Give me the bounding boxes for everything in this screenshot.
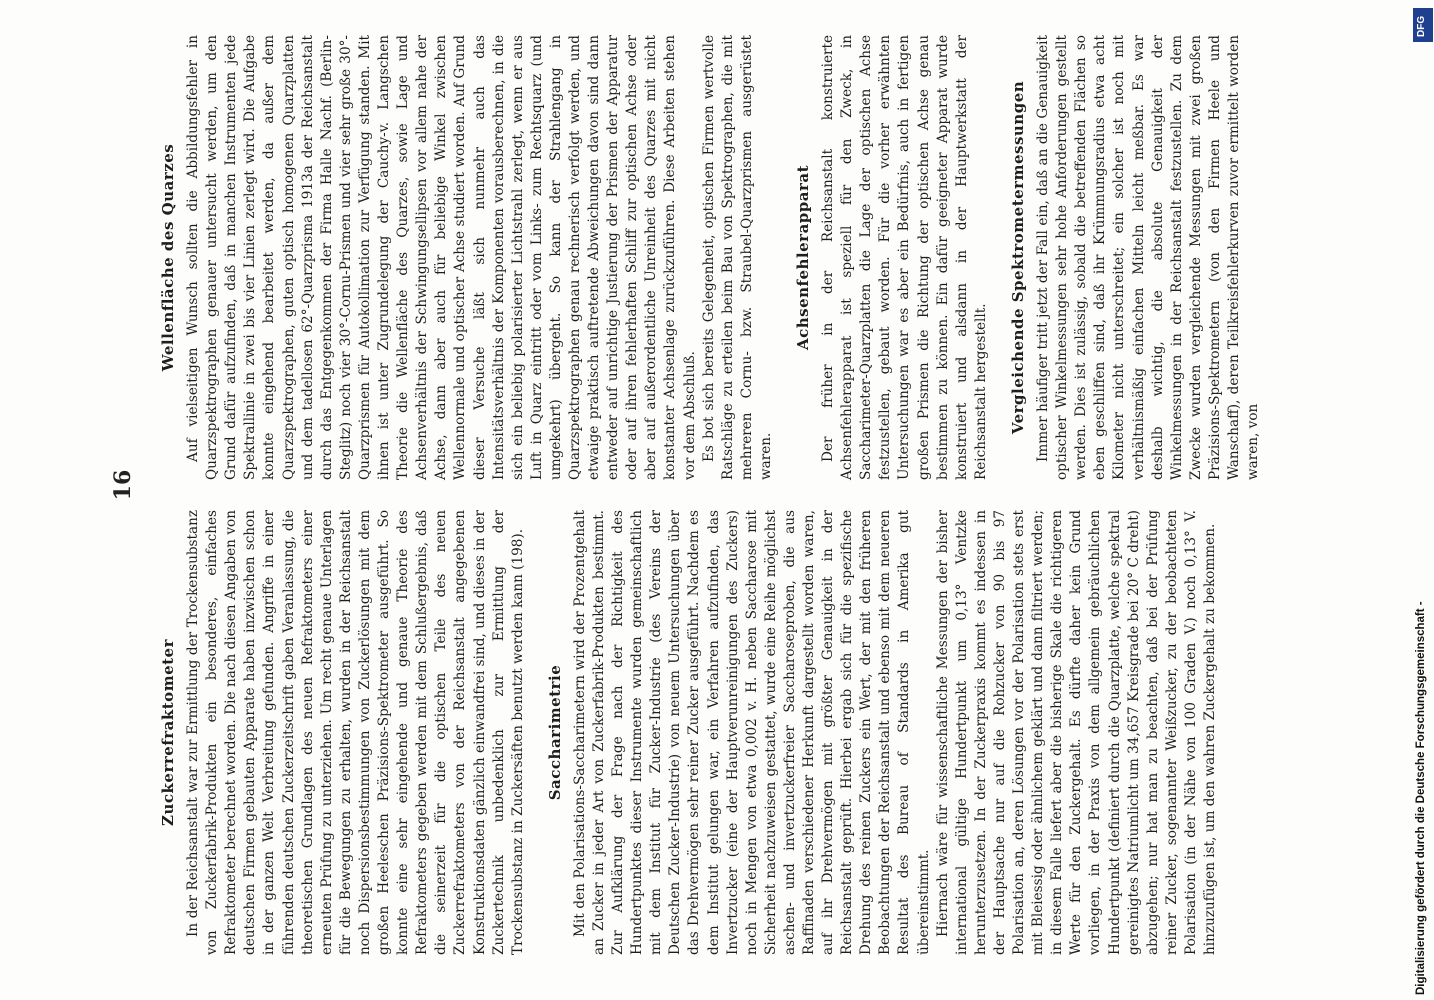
paragraph: Auf vielseitigen Wunsch sollten die Abbildungsfehler in Quarzspektrographen genauer untersucht werden, um den Grund dafür aufzufinden, daß in manchen Instrumenten jede Spektrallinie in zwei bis vier Linien zerlegt wird. Die Aufgabe konnte eingehend bearbeitet werden, da außer dem Quarzspektrographen, guten optisch homogenen Quarzplatten und dem tadellosen 62°-Quarzprisma 1913a der Reichsanstalt durch das Entgegenkommen der Firma Halle Nachf. (Berlin-Steglitz) noch vier 30°-Cornu-Prismen und vier sehr große 30°-Quarzprismen für Autokollimation zur Verfügung standen. Mit ihnen ist unter Zugrundelegung der Cauchy-v. Langschen Theorie die Wellenfläche des Quarzes, sowie Lage und Achsenverhältnis der Schwingungsellipsen vor allem nahe der Achse, dann aber auch für beliebige Winkel zwischen Wellennormale und optischer Achse studiert worden. Auf Grund dieser Versuche läßt sich nunmehr auch das Intensitätsverhältnis der Komponenten vorausberechnen, in die sich ein beliebig polarisierter Lichtstrahl zerlegt, wenn er aus Luft in Quarz eintritt oder vom Links- zum Rechtsquarz (und umgekehrt) übergeht. So kann der Strahlengang in Quarzspektrographen genau rechnerisch verfolgt werden, und etwaige praktisch auftretende Abweichungen davon sind dann entweder auf unrichtige Justierung der Prismen der Apparatur oder auf ihren fehlerhaften Schliff zur optischen Achse oder aber auf außerordentliche Unreinheit des Quarzes mit nicht konstanter Achsenlage zurückzuführen. Diese Arbeiten stehen vor dem Abschluß. (185, 35, 698, 480)
digitization-credit: Digitalisierung gefördert durch die Deutsche Forschungsgemeinschaft - (1415, 601, 1427, 995)
paragraph: Es bot sich bereits Gelegenheit, optischen Firmen wertvolle Ratschläge zu erteilen beim Bau von Spektrographen, die mit mehreren Cornu- bzw. Straubel-Quarzprismen ausgerüstet waren. (700, 35, 774, 480)
dfg-logo-text: DFG (1416, 15, 1427, 37)
paragraph: Immer häufiger tritt jetzt der Fall ein, daß an die Genauigkeit optischer Winkelmessungen sehr hohe Anforderungen gestellt werden. Dies ist zulässig, sobald die betreffenden Flächen so eben geschliffen sind, daß ihr Krümmungsradius etwa acht Kilometer nicht unterschreitet; ein solcher ist noch mit verhältnismäßig einfachen Mitteln leicht meßbar. Es war deshalb wichtig, die absolute Genauigkeit der Winkelmessungen in der Reichsanstalt festzustellen. Zu dem Zwecke wurden vergleichende Messungen mit zwei großen Präzisions-Spektrometern (von den Firmen Heele und Wanschaff), deren Teilkreisfehlerkurven zuvor ermittelt worden waren, von (1035, 35, 1262, 480)
section-heading-zuckerrefraktometer: Zuckerrefraktometer (159, 639, 177, 826)
page-number: 16 (110, 469, 136, 501)
section-heading-saccharimetrie: Saccharimetrie (545, 664, 564, 801)
paragraph: Der früher in der Reichsanstalt konstruierte Achsenfehlerapparat ist speziell für den Zweck, in Saccharimeter-Quarzplatten die Lage der optischen Achse festzustellen, gebaut worden. Für die vorher erwähnten Untersuchungen war es aber ein Bedürfnis, auch in fertigen großen Prismen die Richtung der optischen Achse genau bestimmen zu können. Ein dafür geeigneter Apparat wurde konstruiert und alsdann in der Hauptwerkstatt der Reichsanstalt hergestellt. (820, 35, 989, 480)
section-heading-spektrometermessungen: Vergleichende Spektrometermessungen (1008, 80, 1027, 435)
paragraph: Hiernach wäre für wissenschaftliche Messungen der bisher international gültige Hundertpunkt um 0,13° Ventzke herunterzusetzen. In der Zuckerpraxis kommt es indessen in der Hauptsache nur auf die Rohzucker von 90 bis 97 Polarisation an, deren Lösungen vor der Polarisation stets erst mit Bleiessig oder ähnlichem geklärt und dann filtriert werden; in diesem Falle liefert aber die bisherige Skale die richtigeren Werte für den Zuckergehalt. Es dürfte daher kein Grund vorliegen, in der Praxis von dem allgemein gebräuchlichen Hundertpunkt (definiert durch die Quarzplatte, welche spektral gereinigtes Natriumlicht um 34,657 Kreisgrade bei 20° C dreht) abzugehen; nur hat man zu beachten, daß bei der Prüfung reiner Zucker, sogenannter Weißzucker, zu der beobachteten Polarisation (in der Nähe von 100 Graden V.) noch 0,13° V. hinzuzufügen ist, um den wahren Zuckergehalt zu bekommen. (934, 510, 1218, 955)
section-heading-wellenflaeche: Wellenfläche des Quarzes (159, 143, 177, 372)
rotated-page-content (110, 25, 1310, 955)
section-heading-achsenfehlerapparat: Achsenfehlerapparat (794, 164, 812, 351)
left-column (155, 510, 1220, 955)
paragraph: In der Reichsanstalt war zur Ermittlung der Trockensubstanz von Zuckerfabrik-Produkten ein besonderes, einfaches Refraktometer berechnet worden. Die nach diesen Angaben von deutschen Firmen gebauten Apparate haben inzwischen schon in der ganzen Welt Verbreitung gefunden. Angriffe in einer führenden deutschen Zuckerzeitschrift gaben Veranlassung, die theoretischen Grundlagen des neuen Refraktometers einer erneuten Prüfung zu unterziehen. Um recht genaue Unterlagen für die Bewegungen zu erhalten, wurden in der Reichsanstalt noch Dispersionsbestimmungen von Zuckerlösungen mit dem großen Heeleschen Präzisions-Spektrometer ausgeführt. So konnte eine sehr eingehende und genaue Theorie des Refraktometers gegeben werden mit dem Schlußergebnis, daß die seinerzeit für die optischen Teile des neuen Zuckerrefraktometers von der Reichsanstalt angegebenen Konstruktionsdaten gänzlich einwandfrei sind, und dieses in der Zuckertechnik unbedenklich zur Ermittlung der Trockensubstanz in Zuckersäften benutzt werden kann (198). (185, 510, 526, 955)
paragraph: Mit den Polarisations-Saccharimetern wird der Prozentgehalt an Zucker in jeder Art von Zuckerfabrik-Produkten bestimmt. Zur Aufklärung der Frage nach der Richtigkeit des Hundertpunktes dieser Instrumente wurden gemeinschaftlich mit dem Institut für Zucker-Industrie (des Vereins der Deutschen Zucker-Industrie) von neuem Untersuchungen über das Drehvermögen sehr reiner Zucker ausgeführt. Nachdem es dem Institut gelungen war, ein Verfahren aufzufinden, das Invertzucker (eine der Hauptverunreinigungen des Zuckers) noch in Mengen von etwa 0,002 v. H. neben Saccharose mit Sicherheit nachzuweisen gestattet, wurde eine Reihe möglichst aschen- und invertzuckerfreier Saccharoseproben, die aus Raffinaden verschiedener Herkunft dargestellt worden waren, auf ihr Drehvermögen mit größter Genauigkeit in der Reichsanstalt geprüft. Hierbei ergab sich für die spezifische Drehung des reinen Zuckers ein Wert, der mit den früheren Beobachtungen der Reichsanstalt und ebenso mit dem neueren Resultat des Bureau of Standards in Amerika gut übereinstimmt. (571, 510, 932, 955)
right-column (155, 35, 1263, 480)
